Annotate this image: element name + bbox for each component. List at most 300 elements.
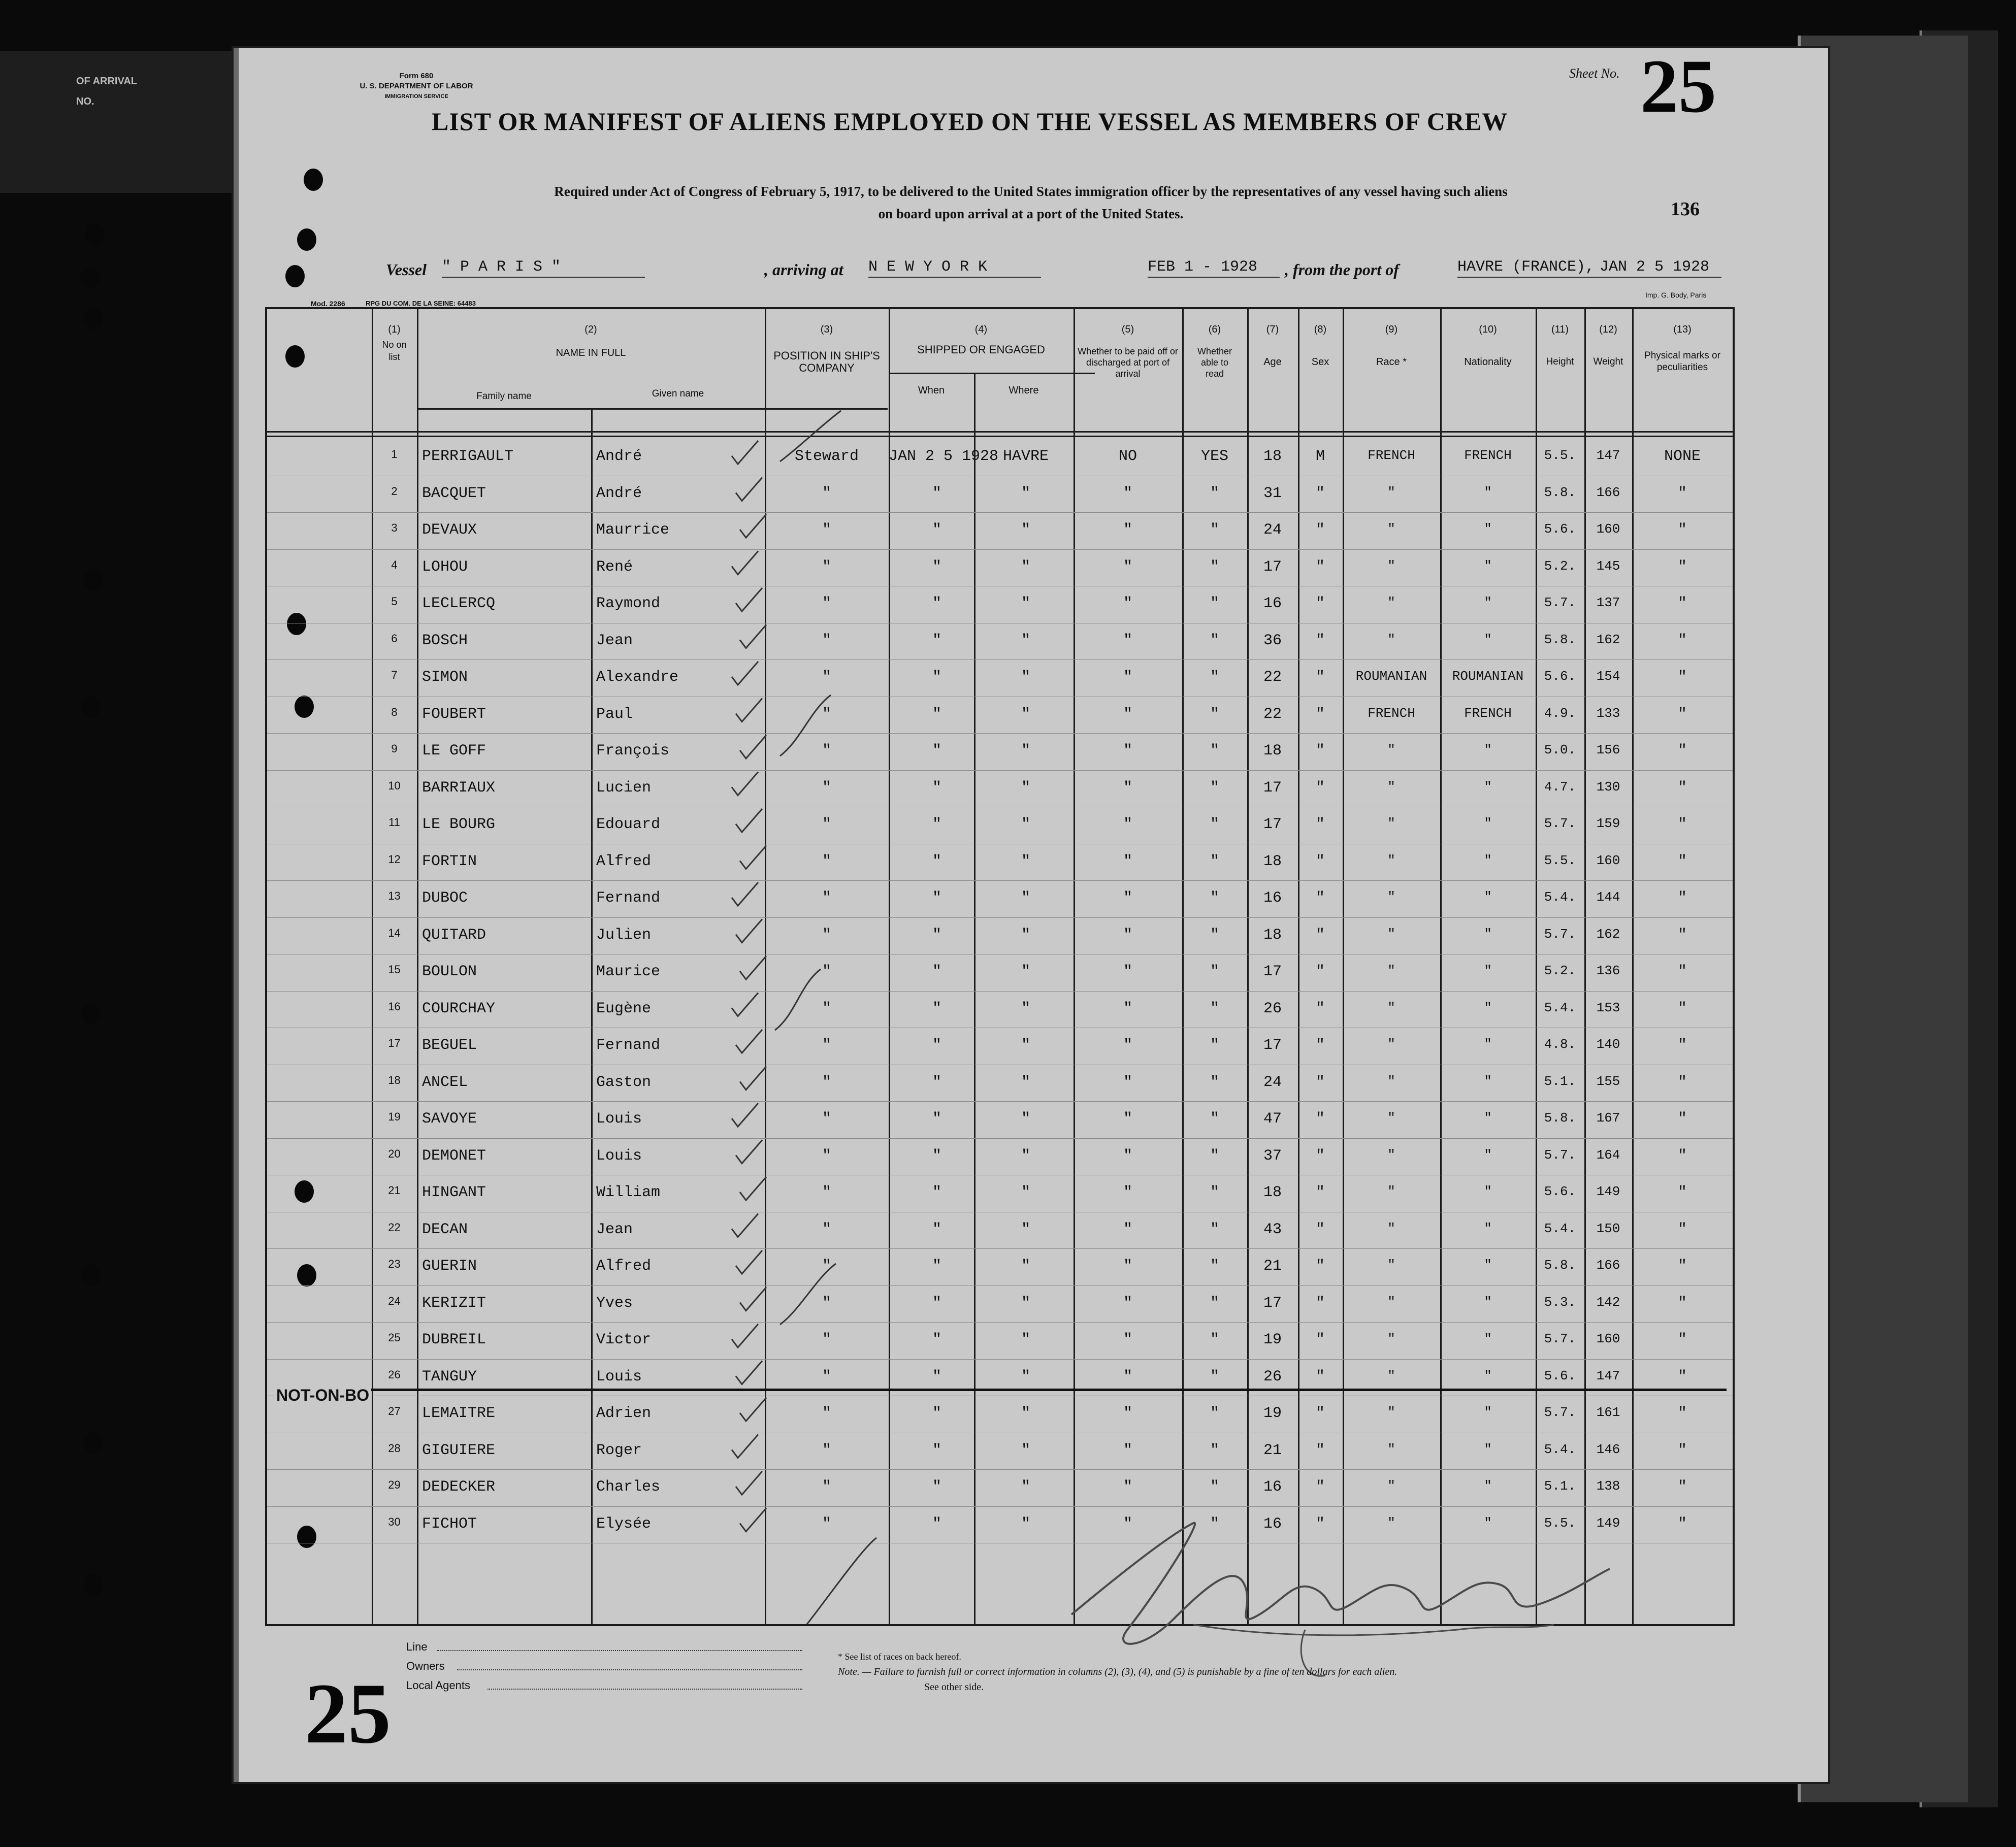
cell-list-number: 2 (391, 484, 398, 498)
line-label: Line (406, 1640, 428, 1653)
from-port-label: , from the port of (1285, 260, 1399, 279)
cell-height: 5.8. (1544, 1110, 1576, 1126)
cell-sex: " (1315, 1073, 1325, 1091)
cell-family-name: LE BOURG (422, 816, 496, 833)
cell-family-name: HINGANT (422, 1184, 486, 1201)
cell-sex: " (1315, 1515, 1325, 1533)
pencil-stroke (780, 695, 831, 756)
cell-shipped-where: " (1021, 1110, 1030, 1128)
cell-position: " (822, 521, 831, 539)
cell-position: " (822, 1110, 831, 1128)
cell-shipped-where: " (1021, 558, 1030, 576)
cell-family-name: GIGUIERE (422, 1441, 496, 1459)
cell-given-name: René (596, 558, 633, 576)
cell-list-number: 6 (391, 632, 398, 645)
cell-shipped-where: " (1021, 1405, 1030, 1422)
cell-family-name: LOHOU (422, 558, 468, 576)
cell-family-name: LE GOFF (422, 742, 486, 760)
punch-hole (84, 1574, 103, 1596)
punch-hole (84, 1432, 103, 1454)
scrap-text-no: NO. (76, 96, 94, 107)
cell-given-name: François (596, 742, 670, 760)
cell-race: " (1387, 595, 1395, 610)
cell-nationality: " (1484, 1258, 1492, 1273)
line-blank (437, 1650, 802, 1651)
cell-shipped-where: " (1021, 669, 1030, 686)
cell-family-name: BOULON (422, 963, 477, 980)
cell-height: 4.7. (1544, 779, 1576, 795)
cell-sex: " (1315, 705, 1325, 723)
cell-height: 5.4. (1544, 889, 1576, 905)
col-number: (9) (1385, 324, 1398, 335)
sheet-number-stamp: 25 (305, 1666, 391, 1761)
cell-given-name: Alexandre (596, 669, 679, 686)
cell-paid-off: " (1123, 632, 1132, 649)
sheet-number: 25 (1640, 44, 1716, 128)
cell-race: " (1387, 926, 1395, 942)
cell-height: 5.8. (1544, 1258, 1576, 1273)
cell-able-to-read: " (1210, 1441, 1219, 1459)
cell-shipped-where: " (1021, 1000, 1030, 1017)
cell-nationality: " (1484, 889, 1492, 905)
col-2a-header: Family name (476, 391, 532, 402)
cell-shipped-when: " (932, 1147, 941, 1165)
col-label: Weight (1593, 356, 1623, 367)
cell-list-number: 5 (391, 595, 398, 608)
cell-weight: 142 (1596, 1294, 1620, 1310)
subtitle (355, 180, 1706, 225)
cell-family-name: BOSCH (422, 632, 468, 649)
printer-imprint: Imp. G. Body, Paris (1645, 291, 1707, 299)
cell-nationality: " (1484, 1037, 1492, 1052)
col-label: Physical marks or peculiarities (1644, 350, 1720, 373)
punch-hole (285, 265, 305, 287)
cell-weight: 149 (1596, 1515, 1620, 1531)
cell-weight: 162 (1596, 632, 1620, 647)
cell-able-to-read: " (1210, 1405, 1219, 1422)
cell-race: " (1387, 852, 1395, 868)
cell-age: 16 (1263, 595, 1282, 612)
checkmark-icon (740, 1508, 766, 1532)
cell-paid-off: " (1123, 1258, 1132, 1275)
cell-given-name: Maurrice (596, 521, 670, 539)
cell-list-number: 28 (388, 1441, 401, 1455)
cell-shipped-where: " (1021, 852, 1030, 870)
cell-weight: 166 (1596, 1258, 1620, 1273)
cell-given-name: Yves (596, 1294, 633, 1312)
cell-nationality: " (1484, 816, 1492, 831)
col-label: Height (1546, 356, 1574, 367)
col-number: (5) (1121, 324, 1134, 335)
cell-family-name: GUERIN (422, 1258, 477, 1275)
footnote-penalty: Note. — Failure to furnish full or correct information in columns (2), (3), (4), and (5) is punishable by a fine of ten dollars for each alien. (838, 1666, 1397, 1677)
col-label: Sex (1311, 356, 1329, 368)
col-number: (13) (1673, 324, 1692, 335)
punch-hole (81, 1264, 101, 1287)
cell-list-number: 8 (391, 705, 398, 718)
cell-age: 24 (1263, 1073, 1282, 1091)
cell-family-name: COURCHAY (422, 1000, 496, 1017)
cell-shipped-when: " (932, 926, 941, 944)
checkmark-icon (740, 1398, 766, 1421)
cell-shipped-where: " (1021, 1441, 1030, 1459)
cell-position: " (822, 632, 831, 649)
cell-paid-off: " (1123, 595, 1132, 612)
col-label: Nationality (1464, 356, 1512, 368)
pencil-stroke (780, 1264, 836, 1325)
cell-sex: " (1315, 1110, 1325, 1128)
cell-position: " (822, 926, 831, 944)
cell-list-number: 7 (391, 669, 398, 681)
cell-sex: " (1315, 1221, 1325, 1238)
col-number: (8) (1314, 324, 1327, 335)
cell-physical-marks: " (1677, 1000, 1687, 1017)
cell-age: 17 (1263, 1037, 1282, 1054)
cell-shipped-when: " (932, 1515, 941, 1533)
cell-race: " (1387, 1221, 1395, 1236)
cell-shipped-where: " (1021, 1478, 1030, 1496)
subtitle-line: Required under Act of Congress of February 5, 1917, to be delivered to the United States immigration officer by the representatives of any vessel having such aliens (554, 184, 1508, 199)
cell-given-name: André (596, 484, 642, 502)
cell-shipped-when: " (932, 816, 941, 833)
cell-position: " (822, 779, 831, 797)
cell-height: 5.7. (1544, 1147, 1576, 1163)
cell-nationality: " (1484, 484, 1492, 500)
cell-weight: 137 (1596, 595, 1620, 610)
cell-physical-marks: " (1677, 1073, 1687, 1091)
cell-physical-marks: " (1677, 1478, 1687, 1496)
cell-shipped-where: " (1021, 521, 1030, 539)
cell-nationality: " (1484, 521, 1492, 537)
cell-race: " (1387, 1478, 1395, 1494)
agents-blank (487, 1689, 802, 1690)
cell-weight: 154 (1596, 669, 1620, 684)
cell-physical-marks: " (1677, 595, 1687, 612)
cell-position: " (822, 816, 831, 833)
cell-height: 5.1. (1544, 1073, 1576, 1089)
cell-position: " (822, 1331, 831, 1348)
punch-hole (84, 569, 103, 591)
cell-given-name: William (596, 1184, 661, 1201)
strike-through-line (274, 1389, 1727, 1391)
cell-list-number: 3 (391, 521, 398, 534)
cell-physical-marks: " (1677, 816, 1687, 833)
cell-race: " (1387, 558, 1395, 574)
cell-age: 16 (1263, 889, 1282, 907)
cell-height: 5.2. (1544, 558, 1576, 574)
cell-nationality: " (1484, 1515, 1492, 1531)
cell-height: 5.5. (1544, 1515, 1576, 1531)
footnote-see-other-side: See other side. (924, 1681, 984, 1693)
cell-able-to-read: " (1210, 1331, 1219, 1348)
cell-nationality: " (1484, 1147, 1492, 1163)
cell-shipped-where: " (1021, 705, 1030, 723)
cell-race: " (1387, 1294, 1395, 1310)
cell-position: " (822, 742, 831, 760)
cell-position: " (822, 558, 831, 576)
underlying-document-text (76, 71, 137, 112)
cell-sex: " (1315, 1294, 1325, 1312)
cell-list-number: 16 (388, 1000, 401, 1013)
cell-paid-off: " (1123, 1368, 1132, 1386)
vessel-name: " P A R I S " (442, 258, 645, 278)
checkmark-icon (736, 1140, 762, 1164)
cell-physical-marks: " (1677, 1221, 1687, 1238)
cell-nationality: ROUMANIAN (1452, 669, 1524, 684)
checkmark-icon (736, 588, 762, 611)
page-title: LIST OR MANIFEST OF ALIENS EMPLOYED ON THE VESSEL AS MEMBERS OF CREW (432, 107, 1508, 136)
subtitle-line: on board upon arrival at a port of the United States. (878, 206, 1184, 221)
checkmark-icon (740, 625, 766, 648)
cell-weight: 160 (1596, 1331, 1620, 1346)
cell-weight: 166 (1596, 484, 1620, 500)
checkmark-icon (740, 1288, 766, 1311)
cell-paid-off: " (1123, 1331, 1132, 1348)
cell-sex: " (1315, 816, 1325, 833)
cell-physical-marks: " (1677, 632, 1687, 649)
cell-weight: 147 (1596, 448, 1620, 463)
cell-nationality: " (1484, 1110, 1492, 1126)
cell-shipped-where: " (1021, 1515, 1030, 1533)
cell-race: " (1387, 1441, 1395, 1457)
checkmark-icon (732, 551, 758, 575)
cell-shipped-when: " (932, 1037, 941, 1054)
cell-age: 22 (1263, 705, 1282, 723)
cell-shipped-where: " (1021, 1221, 1030, 1238)
cell-paid-off: " (1123, 852, 1132, 870)
cell-list-number: 24 (388, 1294, 401, 1307)
cell-shipped-when: " (932, 1294, 941, 1312)
cell-position: Steward (794, 448, 859, 465)
cell-paid-off: " (1123, 521, 1132, 539)
cell-position: " (822, 1441, 831, 1459)
cell-height: 5.4. (1544, 1221, 1576, 1236)
cell-shipped-where: " (1021, 742, 1030, 760)
cell-shipped-where: HAVRE (1002, 448, 1049, 465)
stamped-page-number: 136 (1671, 199, 1700, 220)
cell-race: " (1387, 963, 1395, 978)
cell-shipped-where: " (1021, 926, 1030, 944)
cell-position: " (822, 595, 831, 612)
cell-shipped-when: " (932, 1331, 941, 1348)
cell-nationality: " (1484, 926, 1492, 942)
cell-able-to-read: " (1210, 852, 1219, 870)
crew-manifest-table (265, 307, 1735, 1626)
cell-list-number: 29 (388, 1478, 401, 1491)
cell-shipped-when: " (932, 1000, 941, 1017)
cell-physical-marks: " (1677, 1441, 1687, 1459)
footnote-races: * See list of races on back hereof. (838, 1652, 961, 1662)
cell-physical-marks: " (1677, 926, 1687, 944)
cell-nationality: " (1484, 1000, 1492, 1015)
cell-age: 18 (1263, 852, 1282, 870)
cell-able-to-read: " (1210, 558, 1219, 576)
cell-shipped-where: " (1021, 1258, 1030, 1275)
cell-weight: 144 (1596, 889, 1620, 905)
cell-physical-marks: " (1677, 742, 1687, 760)
cell-paid-off: NO (1118, 448, 1137, 465)
cell-family-name: DUBREIL (422, 1331, 486, 1348)
cell-family-name: QUITARD (422, 926, 486, 944)
cell-height: 5.6. (1544, 1184, 1576, 1199)
pencil-stroke (780, 411, 841, 461)
punch-hole (297, 228, 316, 251)
checkmark-icon (736, 1471, 762, 1495)
cell-shipped-where: " (1021, 632, 1030, 649)
cell-paid-off: " (1123, 779, 1132, 797)
cell-height: 5.6. (1544, 1368, 1576, 1383)
cell-family-name: LECLERCQ (422, 595, 496, 612)
col-number: (10) (1479, 324, 1497, 335)
agents-label: Local Agents (406, 1679, 470, 1692)
col-2b-header: Given name (652, 388, 704, 399)
cell-sex: " (1315, 1478, 1325, 1496)
cell-sex: " (1315, 595, 1325, 612)
cell-shipped-where: " (1021, 1294, 1030, 1312)
cell-sex: " (1315, 669, 1325, 686)
cell-weight: 156 (1596, 742, 1620, 757)
cell-position: " (822, 963, 831, 980)
cell-position: " (822, 889, 831, 907)
cell-paid-off: " (1123, 1184, 1132, 1201)
form-identifier (325, 71, 508, 102)
cell-given-name: Louis (596, 1368, 642, 1386)
cell-shipped-when: JAN 2 5 1928 (889, 448, 999, 465)
cell-nationality: " (1484, 963, 1492, 978)
cell-list-number: 20 (388, 1147, 401, 1160)
cell-age: 21 (1263, 1441, 1282, 1459)
cell-list-number: 30 (388, 1515, 401, 1528)
checkmark-icon (736, 699, 762, 722)
cell-paid-off: " (1123, 816, 1132, 833)
cell-shipped-where: " (1021, 963, 1030, 980)
cell-position: " (822, 1184, 831, 1201)
col-number: (7) (1266, 324, 1279, 335)
sheet-label: Sheet No. (1569, 66, 1620, 81)
cell-able-to-read: " (1210, 1258, 1219, 1275)
cell-age: 19 (1263, 1331, 1282, 1348)
cell-race: " (1387, 1037, 1395, 1052)
cell-able-to-read: YES (1200, 448, 1228, 465)
cell-race: " (1387, 1331, 1395, 1346)
checkmark-icon (736, 809, 762, 832)
cell-race: " (1387, 1110, 1395, 1126)
cell-list-number: 14 (388, 926, 401, 939)
cell-weight: 164 (1596, 1147, 1620, 1163)
cell-race: " (1387, 779, 1395, 795)
cell-shipped-when: " (932, 1221, 941, 1238)
scrap-text-arrival: OF ARRIVAL (76, 76, 137, 87)
not-on-board-stamp: NOT-ON-BO (274, 1386, 371, 1405)
owners-field (406, 1657, 470, 1676)
cell-shipped-when: " (932, 484, 941, 502)
cell-weight: 130 (1596, 779, 1620, 795)
cell-shipped-where: " (1021, 1184, 1030, 1201)
cell-shipped-when: " (932, 1368, 941, 1386)
col-number: (4) (974, 324, 988, 335)
cell-nationality: " (1484, 779, 1492, 795)
cell-position: " (822, 1073, 831, 1091)
cell-weight: 133 (1596, 705, 1620, 721)
cell-position: " (822, 852, 831, 870)
cell-shipped-where: " (1021, 816, 1030, 833)
cell-list-number: 27 (388, 1405, 401, 1417)
cell-list-number: 9 (391, 742, 398, 755)
cell-shipped-where: " (1021, 889, 1030, 907)
cell-nationality: " (1484, 1441, 1492, 1457)
cell-height: 5.5. (1544, 448, 1576, 463)
cell-given-name: Adrien (596, 1405, 652, 1422)
cell-family-name: SIMON (422, 669, 468, 686)
cell-weight: 161 (1596, 1405, 1620, 1420)
cell-physical-marks: " (1677, 1294, 1687, 1312)
cell-paid-off: " (1123, 742, 1132, 760)
agents-field (406, 1676, 470, 1695)
cell-position: " (822, 1037, 831, 1054)
cell-given-name: Julien (596, 926, 652, 944)
cell-race: " (1387, 816, 1395, 831)
cell-given-name: Alfred (596, 1258, 652, 1275)
cell-shipped-where: " (1021, 1037, 1030, 1054)
cell-shipped-when: " (932, 779, 941, 797)
cell-weight: 167 (1596, 1110, 1620, 1126)
cell-list-number: 19 (388, 1110, 401, 1123)
cell-physical-marks: " (1677, 484, 1687, 502)
cell-age: 43 (1263, 1221, 1282, 1238)
cell-weight: 150 (1596, 1221, 1620, 1236)
cell-shipped-where: " (1021, 1147, 1030, 1165)
cell-weight: 147 (1596, 1368, 1620, 1383)
checkmark-icon (732, 1214, 758, 1237)
cell-height: 5.8. (1544, 632, 1576, 647)
checkmark-icon (736, 1030, 762, 1053)
cell-able-to-read: " (1210, 1110, 1219, 1128)
checkmark-icon (740, 846, 766, 869)
cell-paid-off: " (1123, 1147, 1132, 1165)
cell-family-name: DEDECKER (422, 1478, 496, 1496)
cell-height: 5.3. (1544, 1294, 1576, 1310)
cell-family-name: FORTIN (422, 852, 477, 870)
pencil-stroke (780, 1538, 876, 1624)
department-name: U. S. DEPARTMENT OF LABOR (360, 82, 473, 90)
cell-given-name: Edouard (596, 816, 661, 833)
cell-nationality: " (1484, 595, 1492, 610)
cell-weight: 153 (1596, 1000, 1620, 1015)
model-number: Mod. 2286 (311, 300, 345, 308)
arrival-date-stamp: FEB 1 - 1928 (1148, 258, 1280, 278)
cell-height: 4.8. (1544, 1037, 1576, 1052)
cell-physical-marks: " (1677, 852, 1687, 870)
footer-fields (406, 1637, 470, 1695)
cell-paid-off: " (1123, 1441, 1132, 1459)
col-4a-header: When (918, 385, 945, 396)
checkmark-icon (736, 1250, 762, 1274)
cell-race: " (1387, 1515, 1395, 1531)
col-number: (3) (820, 324, 833, 335)
cell-height: 5.2. (1544, 963, 1576, 978)
cell-able-to-read: " (1210, 484, 1219, 502)
cell-given-name: Louis (596, 1147, 642, 1165)
cell-shipped-where: " (1021, 1073, 1030, 1091)
cell-family-name: KERIZIT (422, 1294, 486, 1312)
cell-position: " (822, 1478, 831, 1496)
cell-shipped-when: " (932, 852, 941, 870)
cell-family-name: ANCEL (422, 1073, 468, 1091)
cell-family-name: DEMONET (422, 1147, 486, 1165)
cell-race: FRENCH (1368, 705, 1415, 721)
cell-nationality: " (1484, 1405, 1492, 1420)
cell-age: 31 (1263, 484, 1282, 502)
